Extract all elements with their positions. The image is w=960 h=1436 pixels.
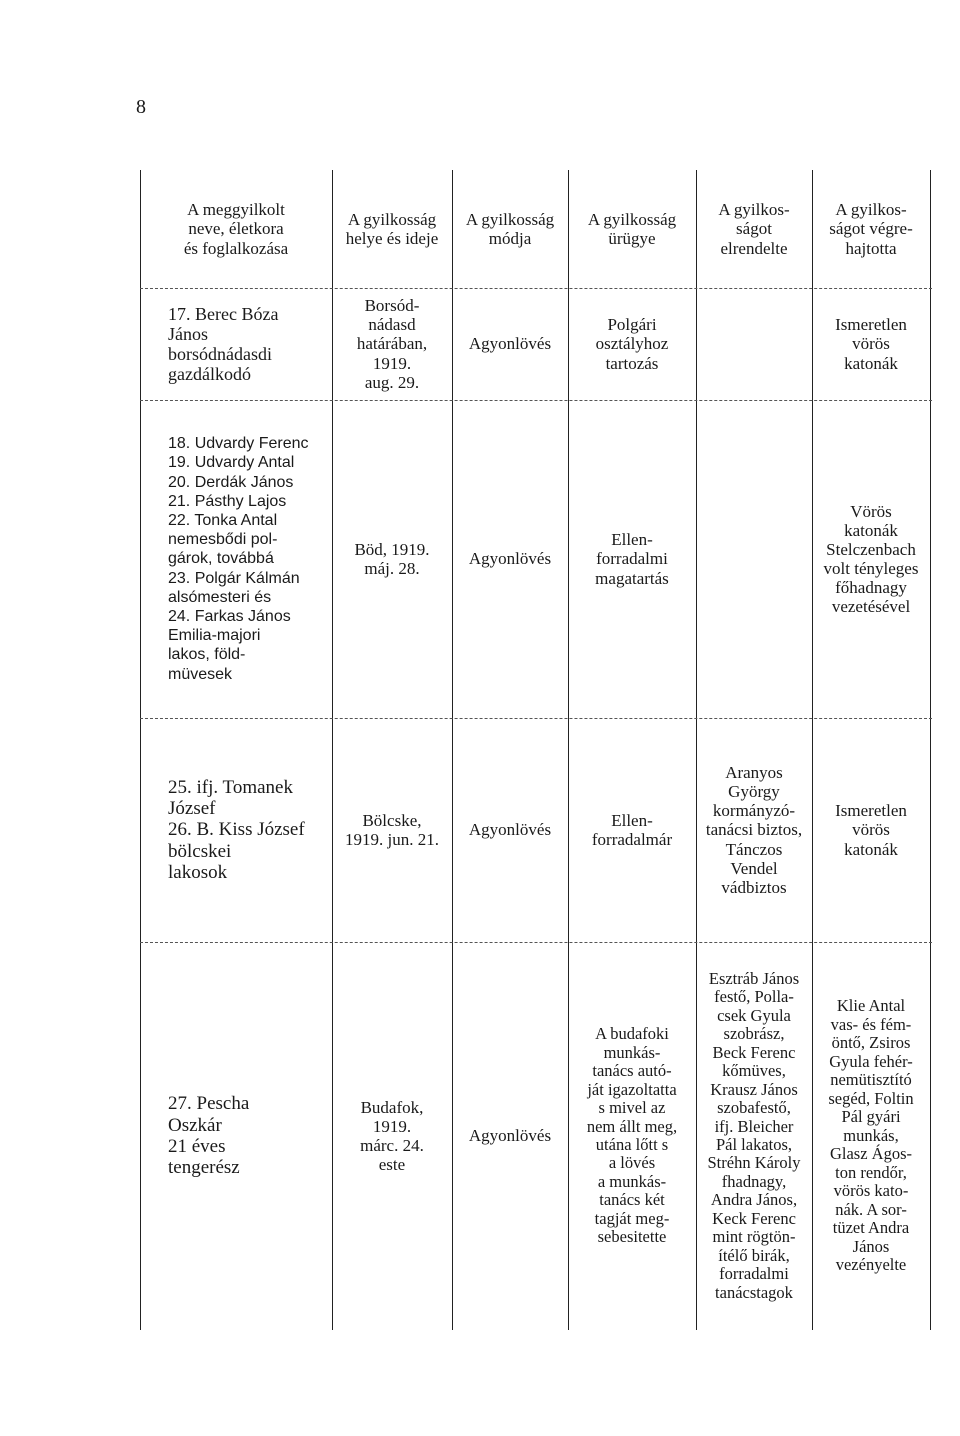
header-victim: A meggyilkolt neve, életkora és foglalkozása [183,200,289,258]
row-17-pretext: Polgári osztályhoz tartozás [595,315,669,373]
row-17-ordered-by [696,288,812,400]
row-25-26-ordered-by: Aranyos György kormányzó- tanácsi biztos, Tánczos Vendel vádbiztos [705,763,803,897]
row-27-victim: 27. Pescha Oszkár 21 éves tengerész [168,1093,250,1179]
table-border-right [930,170,931,1330]
row-27-method: Agyonlövés [468,1126,552,1146]
row-17-place-time: Borsód- nádasd határában, 1919. aug. 29. [356,296,428,392]
header-place-time: A gyilkosság helye és ideje [345,209,439,248]
row-25-26-victims: 25. ifj. Tomanek József 26. B. Kiss József bölcskei lakosok [168,776,305,883]
header-executed-by: A gyilkos- ságot végre- hajtotta [829,200,913,258]
row-18-24-method: Agyonlövés [468,549,552,569]
row-27-place-time: Budafok, 1919. márc. 24. este [360,1097,424,1175]
row-25-26-place-time: Bölcske, 1919. jun. 21. [345,810,439,849]
row-17-executed-by: Ismeretlen vörös katonák [835,315,907,373]
row-18-24-victims: 18. Udvardy Ferenc 19. Udvardy Antal 20. Derdák János 21. Pásthy Lajos 22. Tonka Antal nemesbődi pol- gárok, továbbá 23. Polgár Kálmán alsómesteri és 24. Farkas János Emilia-majori lakos, föld- müvesek [168,435,309,683]
row-27-ordered-by: Esztráb János festő, Polla- csek Gyula szobrász, Beck Ferenc kőmüves, Krausz János szobafestő, ifj. Bleicher Pál lakatos, Stréhn Károly fhadnagy, Andra János, Keck Ferenc mint rögtön- ítélő birák, forradalmi tanácstagok [707,968,801,1302]
row-18-24-executed-by: Vörös katonák Stelczenbach volt tényleges főhadnagy vezetésével [823,501,919,617]
header-ordered-by: A gyilkos- ságot elrendelte [718,200,790,258]
murder-records-table [140,170,932,1330]
page-number: 8 [136,96,146,118]
header-method: A gyilkosság módja [465,209,555,248]
row-27-pretext: A budafoki munkás- tanács autó- ját igazoltatta s mivel az nem állt meg, utána lőtt s a lövés a munkás- tanács két tagját meg- sebesitette [586,1024,678,1247]
row-18-24-place-time: Böd, 1919. máj. 28. [354,539,430,578]
row-25-26-pretext: Ellen- forradalmár [591,810,673,849]
row-25-26-executed-by: Ismeretlen vörös katonák [835,801,907,859]
row-27-executed-by: Klie Antal vas- és fém- öntő, Zsiros Gyula fehér- nemütisztító segéd, Foltin Pál gyári munkás, Glasz Ágos- ton rendőr, vörös kato- nák. A sor- tüzet Andra János vezényelte [828,996,914,1275]
row-18-24-ordered-by [696,400,812,718]
header-pretext: A gyilkosság ürügye [587,209,677,248]
row-25-26-method: Agyonlövés [468,820,552,840]
row-18-24-pretext: Ellen- forradalmi magatartás [595,530,669,588]
row-17-victim: 17. Berec Bóza János borsódnádasdi gazdálkodó [168,303,279,385]
row-17-method: Agyonlövés [468,334,552,354]
